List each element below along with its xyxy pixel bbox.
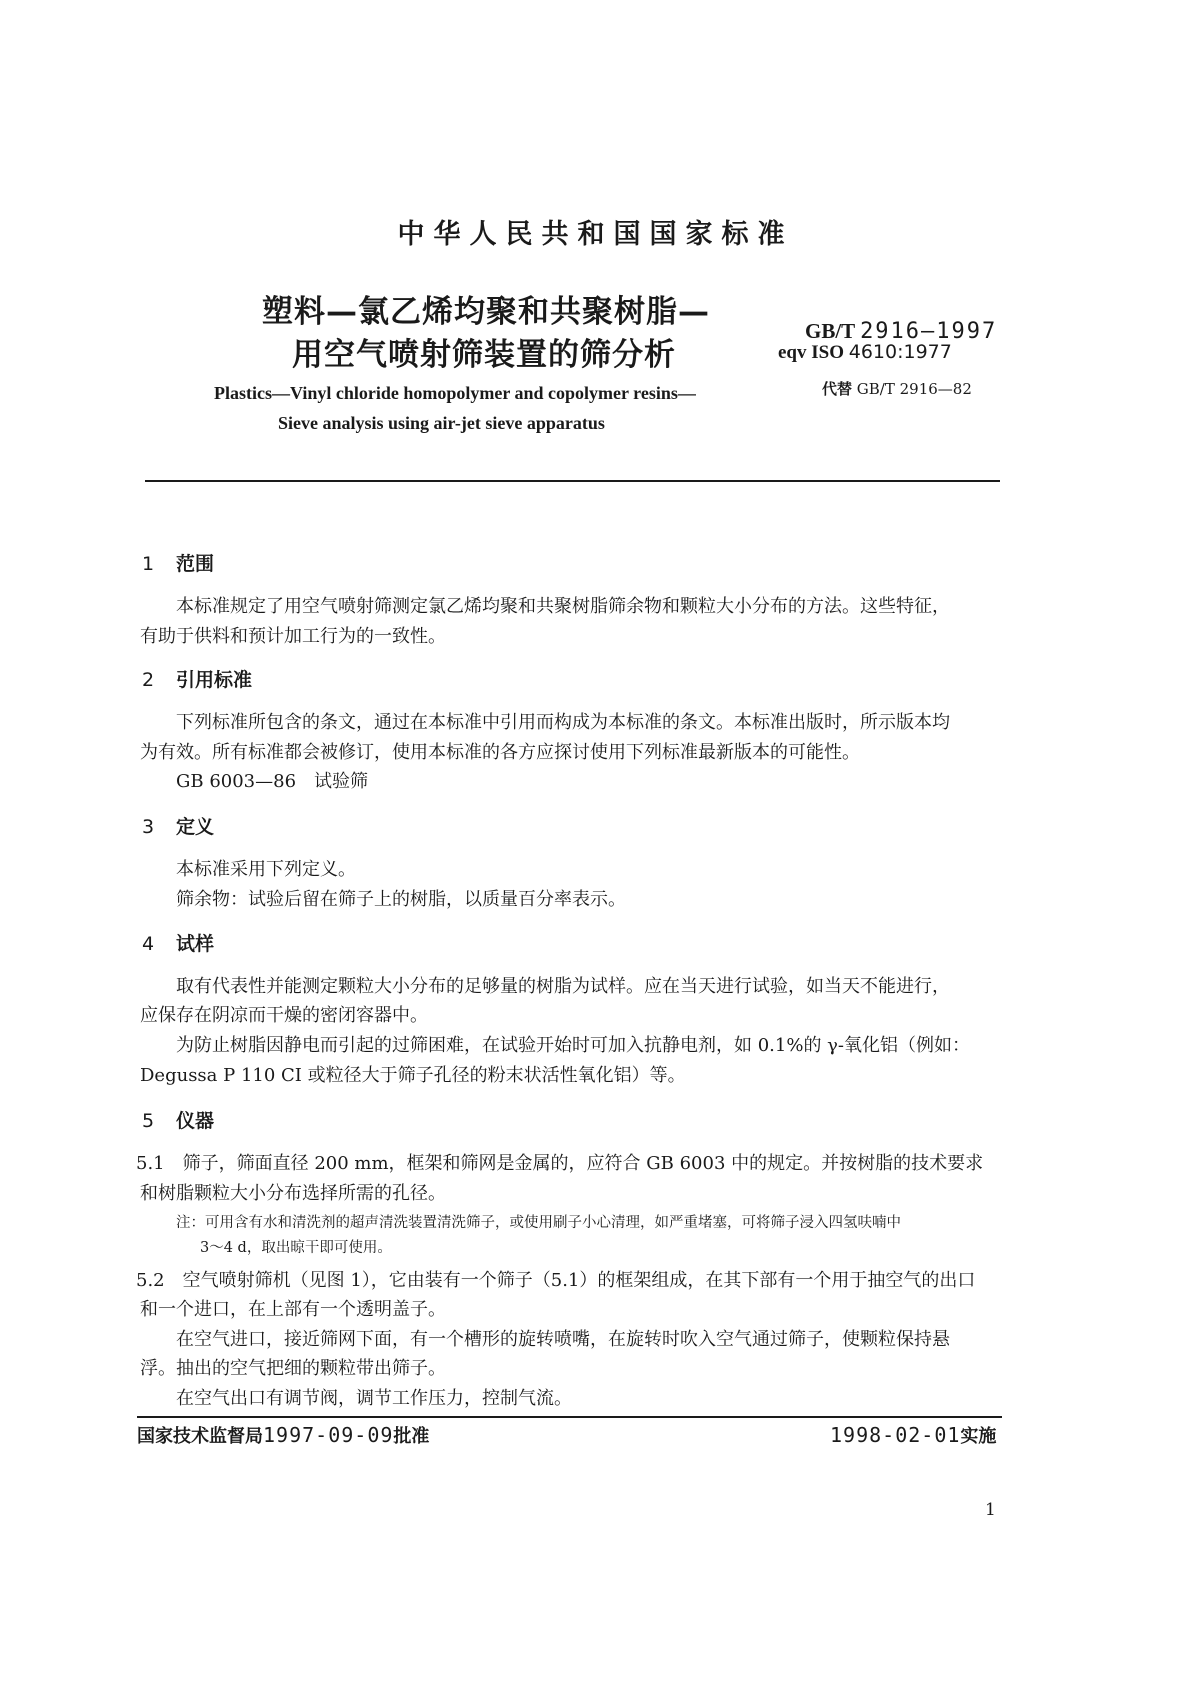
approval-info: 国家技术监督局1997-09-09批准 <box>137 1423 430 1447</box>
section-2-reference: GB 6003—86 试验筛 <box>176 771 369 792</box>
footer-divider <box>137 1416 1002 1418</box>
note-line2: 3～4 d，取出晾干即可使用。 <box>200 1240 392 1256</box>
clause-5-2-line2: 和一个进口，在上部有一个透明盖子。 <box>140 1299 446 1320</box>
title-en-line2: Sieve analysis using air-jet sieve apparatus <box>278 413 605 433</box>
title-cn-line2: 用空气喷射筛装置的筛分析 <box>292 337 676 373</box>
section-4-text-line1: 取有代表性并能测定颗粒大小分布的足够量的树脂为试样。应在当天进行试验，如当天不能进行， <box>176 976 950 997</box>
section-3-definition: 筛余物：试验后留在筛子上的树脂，以质量百分率表示。 <box>176 889 626 910</box>
clause-5-2-line1: 5.2 空气喷射筛机（见图 1），它由装有一个筛子（5.1）的框架组成，在其下部有一个用于抽空气的出口 <box>136 1270 976 1291</box>
standard-number: GB/T 2916—1997 <box>805 319 998 344</box>
section-4-text-line4: Degussa P 110 CI 或粒径大于筛子孔径的粉末状活性氧化铝）等。 <box>140 1065 686 1086</box>
national-standard-heading: 中华人民共和国国家标准 <box>397 219 794 250</box>
section-4-heading: 4 试样 <box>142 933 215 955</box>
section-1-text-line2: 有助于供料和预计加工行为的一致性。 <box>140 626 446 647</box>
section-1-heading: 1 范围 <box>142 553 215 575</box>
section-4-text-line2: 应保存在阴凉而干燥的密闭容器中。 <box>140 1005 428 1026</box>
section-3-heading: 3 定义 <box>142 816 215 838</box>
equivalent-standard: eqv ISO 4610:1977 <box>778 341 952 363</box>
clause-5-2-text-line4: 浮。抽出的空气把细的颗粒带出筛子。 <box>140 1358 446 1379</box>
clause-5-1-line1: 5.1 筛子，筛面直径 200 mm，框架和筛网是金属的，应符合 GB 6003 中的规定。并按树脂的技术要求 <box>136 1153 984 1174</box>
header-divider <box>145 480 1000 482</box>
section-1-text-line1: 本标准规定了用空气喷射筛测定氯乙烯均聚和共聚树脂筛余物和颗粒大小分布的方法。这些特征， <box>176 596 950 617</box>
clause-5-2-text-line5: 在空气出口有调节阀，调节工作压力，控制气流。 <box>176 1388 572 1409</box>
section-5-heading: 5 仪器 <box>142 1110 215 1132</box>
title-en-line1: Plastics—Vinyl chloride homopolymer and copolymer resins— <box>214 383 696 403</box>
clause-5-1-line2: 和树脂颗粒大小分布选择所需的孔径。 <box>140 1183 446 1204</box>
section-2-text-line1: 下列标准所包含的条文，通过在本标准中引用而构成为本标准的条文。本标准出版时，所示版本均 <box>176 712 950 733</box>
section-2-heading: 2 引用标准 <box>142 669 253 691</box>
clause-5-2-text-line3: 在空气进口，接近筛网下面，有一个槽形的旋转喷嘴，在旋转时吹入空气通过筛子，使颗粒保持悬 <box>176 1329 950 1350</box>
title-cn-line1: 塑料—氯乙烯均聚和共聚树脂— <box>262 294 710 330</box>
effective-date-info: 1998-02-01实施 <box>830 1423 997 1447</box>
section-4-text-line3: 为防止树脂因静电而引起的过筛困难，在试验开始时可加入抗静电剂，如 0.1%的 γ-氧化铝（例如： <box>176 1035 971 1056</box>
section-3-text-line1: 本标准采用下列定义。 <box>176 859 356 880</box>
page-number: 1 <box>985 1500 996 1520</box>
note-line1: 注：可用含有水和清洗剂的超声清洗装置清洗筛子，或使用刷子小心清理，如严重堵塞，可将筛子浸入四氢呋喃中 <box>176 1215 901 1231</box>
replaces-standard: 代替 GB/T 2916—82 <box>822 380 972 398</box>
section-2-text-line2: 为有效。所有标准都会被修订，使用本标准的各方应探讨使用下列标准最新版本的可能性。 <box>140 742 860 763</box>
